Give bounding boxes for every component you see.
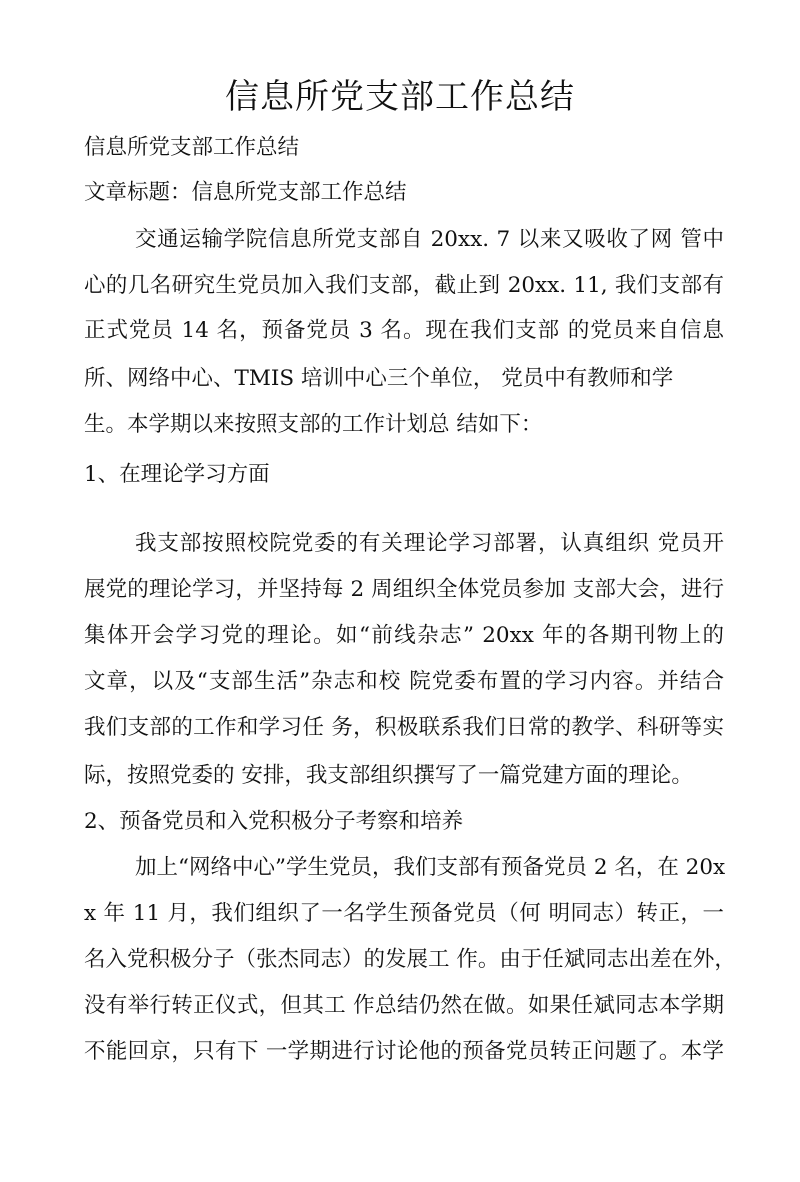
paragraph-line: 心的几名研究生党员加入我们支部，截止到 20xx. 11, 我们支部有 — [84, 273, 724, 298]
paragraph-line: 生。本学期以来按照支部的工作计划总 结如下： — [84, 412, 543, 437]
paragraph-line: 所、网络中心、TMIS 培训中心三个单位， 党员中有教师和学 — [84, 366, 674, 391]
paragraph-line: 文章，以及“支部生活”杂志和校 院党委布置的学习内容。并结合 — [84, 669, 724, 694]
article-title-line: 文章标题：信息所党支部工作总结 — [84, 180, 407, 205]
paragraph-line: 集体开会学习党的理论。如“前线杂志” 20xx 年的各期刊物上的 — [84, 623, 724, 648]
section-heading: 1、在理论学习方面 — [84, 462, 270, 487]
paragraph-line: 我们支部的工作和学习任 务，积极联系我们日常的教学、科研等实 — [84, 715, 724, 740]
paragraph-line: 我支部按照校院党委的有关理论学习部署，认真组织 党员开 — [135, 531, 724, 556]
paragraph-line: 正式党员 14 名，预备党员 3 名。现在我们支部 的党员来自信息 — [84, 318, 724, 343]
paragraph-line: 名入党积极分子（张杰同志）的发展工 作。由于任斌同志出差在外， — [84, 947, 736, 972]
paragraph-line: 不能回京，只有下 一学期进行讨论他的预备党员转正问题了。本学 — [84, 1039, 724, 1064]
subtitle-line: 信息所党支部工作总结 — [84, 135, 300, 160]
paragraph-line: 加上“网络中心”学生党员，我们支部有预备党员 2 名，在 20x — [135, 855, 726, 880]
section-heading: 2、预备党员和入党积极分子考察和培养 — [84, 809, 464, 834]
paragraph-line: 际，按照党委的 安排，我支部组织撰写了一篇党建方面的理论。 — [84, 763, 693, 788]
paragraph-line: 交通运输学院信息所党支部自 20xx. 7 以来又吸收了网 管中 — [135, 227, 724, 252]
document-title: 信息所党支部工作总结 — [225, 77, 575, 117]
paragraph-line: 没有举行转正仪式，但其工 作总结仍然在做。如果任斌同志本学期 — [84, 993, 724, 1018]
paragraph-line: 展党的理论学习，并坚持每 2 周组织全体党员参加 支部大会，进行 — [84, 577, 724, 602]
paragraph-line: x 年 11 月，我们组织了一名学生预备党员（何 明同志）转正，一 — [84, 901, 724, 926]
